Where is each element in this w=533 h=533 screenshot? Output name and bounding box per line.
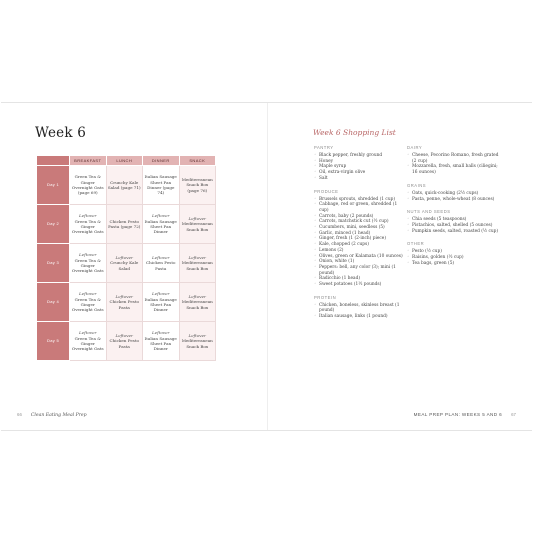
meal-text: Italian Sausage Sheet Pan Dinner (page 74) xyxy=(144,174,177,196)
list-item: ◦ Carrots, baby (2 pounds) xyxy=(314,214,406,220)
shopping-item-list xyxy=(314,153,406,182)
meal-text: Chicken Pesto Pasta xyxy=(146,260,176,271)
list-item: ◦ Carrots, matchstick cut (½ cup) xyxy=(314,219,406,225)
list-item: ◦ Pesto (½ cup) xyxy=(407,249,499,255)
header-dinner: DINNER xyxy=(143,156,180,166)
meal-text: Green Tea & Ginger Overnight Oats xyxy=(71,335,104,352)
meal-cell xyxy=(143,244,180,283)
meal-text: Italian Sausage Sheet Pan Dinner xyxy=(144,335,177,352)
day-label: Day 1 xyxy=(37,166,70,205)
header-breakfast: BREAKFAST xyxy=(70,156,107,166)
shopping-item-list xyxy=(314,197,406,288)
meal-cell xyxy=(106,244,143,283)
list-item: ◦ Peppers: bell, any color (3); mini (1 pound) xyxy=(314,265,406,276)
meal-text: Green Tea & Ginger Overnight Oats (page 69) xyxy=(71,174,104,196)
list-item: ◦ Mozzarella, fresh, small balls (ciliegini; 16 ounces) xyxy=(407,164,499,175)
list-item: ◦ Cabbage, red or green, shredded (1 cup) xyxy=(314,202,406,213)
meal-text: Italian Sausage Sheet Pan Dinner xyxy=(144,218,177,235)
list-item: ◦ Italian sausage, links (1 pound) xyxy=(314,314,406,320)
meal-text: Chicken Pesto Pasta xyxy=(109,299,139,310)
list-item: ◦ Maple syrup xyxy=(314,164,406,170)
shopping-column-2 xyxy=(407,145,499,266)
shopping-item-list xyxy=(407,249,499,266)
shopping-section-heading: PROTEIN xyxy=(314,294,337,300)
list-item: ◦ Brussels sprouts, shredded (1 cup) xyxy=(314,197,406,203)
header-snack: SNACK xyxy=(179,156,216,166)
leftover-label: Leftover xyxy=(152,330,170,336)
meal-text: Green Tea & Ginger Overnight Oats xyxy=(71,218,104,235)
meal-cell xyxy=(70,205,107,244)
section-title: MEAL PREP PLAN: WEEKS 5 AND 6 xyxy=(413,412,503,417)
right-page-number: 67 xyxy=(511,412,516,417)
day-label: Day 3 xyxy=(37,244,70,283)
day-label: Day 5 xyxy=(37,322,70,361)
leftover-label: Leftover xyxy=(115,254,133,260)
week-title: Week 6 xyxy=(35,125,87,141)
table-row xyxy=(37,166,216,205)
shopping-section-heading: OTHER xyxy=(407,241,425,247)
section-spacer xyxy=(407,202,499,209)
header-lunch: LUNCH xyxy=(106,156,143,166)
leftover-label: Leftover xyxy=(188,293,206,299)
list-item: ◦ Oil, extra-virgin olive xyxy=(314,170,406,176)
leftover-label: Leftover xyxy=(188,332,206,338)
list-item: ◦ Tea bags, green (5) xyxy=(407,261,499,267)
table-row xyxy=(37,322,216,361)
meal-cell xyxy=(70,322,107,361)
meal-text: Mediterranean Snack Box (page 76) xyxy=(181,176,213,193)
book-spread xyxy=(1,102,532,431)
leftover-label: Leftover xyxy=(115,332,133,338)
meal-cell xyxy=(143,283,180,322)
table-header-row xyxy=(37,156,216,166)
meal-cell xyxy=(106,322,143,361)
meal-text: Mediterranean Snack Box xyxy=(181,221,213,232)
leftover-label: Leftover xyxy=(188,215,206,221)
meal-text: Green Tea & Ginger Overnight Oats xyxy=(71,257,104,274)
meal-cell xyxy=(143,166,180,205)
day-label: Day 4 xyxy=(37,283,70,322)
left-page-number: 66 xyxy=(17,412,22,417)
list-item: ◦ Salt xyxy=(314,176,406,182)
shopping-list-title: Week 6 Shopping List xyxy=(313,128,396,137)
page-gutter xyxy=(267,103,268,430)
shopping-column-1 xyxy=(314,145,406,320)
shopping-item-list xyxy=(314,303,406,320)
table-row xyxy=(37,205,216,244)
book-title: Clean Eating Meal Prep xyxy=(30,413,87,418)
leftover-label: Leftover xyxy=(79,291,97,297)
meal-cell xyxy=(143,322,180,361)
leftover-label: Leftover xyxy=(79,330,97,336)
list-item: ◦ Oats, quick-cooking (2½ cups) xyxy=(407,191,499,197)
list-item: ◦ Chia seeds (5 teaspoons) xyxy=(407,217,499,223)
leftover-label: Leftover xyxy=(79,252,97,258)
meal-cell xyxy=(143,205,180,244)
meal-cell xyxy=(106,283,143,322)
list-item: ◦ Sweet potatoes (1½ pounds) xyxy=(314,282,406,288)
list-item: ◦ Honey xyxy=(314,159,406,165)
list-item: ◦ Olives, green or Kalamata (10 ounces) xyxy=(314,254,406,260)
left-footer xyxy=(17,412,87,418)
leftover-label: Leftover xyxy=(79,213,97,219)
meal-text: Chicken Pesto Pasta xyxy=(109,338,139,349)
leftover-label: Leftover xyxy=(152,213,170,219)
shopping-section-heading: PRODUCE xyxy=(314,188,339,194)
right-footer xyxy=(414,412,516,418)
list-item: ◦ Chicken, boneless, skinless breast (1 pound) xyxy=(314,303,406,314)
list-item: ◦ Pistachios, salted, shelled (5 ounces) xyxy=(407,223,499,229)
shopping-item-list xyxy=(407,153,499,176)
meal-text: Green Tea & Ginger Overnight Oats xyxy=(71,296,104,313)
shopping-section-heading: DAIRY xyxy=(407,145,423,150)
meal-text: Italian Sausage Sheet Pan Dinner xyxy=(144,296,177,313)
meal-cell xyxy=(70,166,107,205)
list-item: ◦ Radicchio (1 head) xyxy=(314,276,406,282)
section-spacer xyxy=(407,176,499,183)
meal-text: Chicken Pesto Pasta (page 72) xyxy=(108,218,141,229)
shopping-section-heading: PANTRY xyxy=(314,145,334,150)
section-spacer xyxy=(407,234,499,241)
leftover-label: Leftover xyxy=(188,254,206,260)
meal-text: Mediterranean Snack Box xyxy=(181,299,213,310)
meal-cell xyxy=(179,322,216,361)
section-spacer xyxy=(314,182,406,189)
shopping-item-list xyxy=(407,191,499,202)
leftover-label: Leftover xyxy=(152,254,170,260)
meal-text: Crunchy Kale Salad xyxy=(110,260,139,271)
meal-cell xyxy=(106,166,143,205)
list-item: ◦ Onion, white (1) xyxy=(314,259,406,265)
meal-plan-table xyxy=(36,155,216,361)
meal-text: Mediterranean Snack Box xyxy=(181,338,213,349)
meal-cell xyxy=(179,166,216,205)
list-item: ◦ Garlic, minced (1 head) xyxy=(314,231,406,237)
meal-text: Crunchy Kale Salad (page 71) xyxy=(107,179,141,190)
list-item: ◦ Pumpkin seeds, salted, roasted (½ cup) xyxy=(407,229,499,235)
meal-cell xyxy=(179,283,216,322)
meal-cell xyxy=(70,283,107,322)
list-item: ◦ Lemons (2) xyxy=(314,248,406,254)
shopping-section-heading: GRAINS xyxy=(407,182,427,188)
meal-cell xyxy=(179,205,216,244)
header-corner xyxy=(37,156,70,166)
table-row xyxy=(37,244,216,283)
list-item: ◦ Cucumbers, mini, seedless (5) xyxy=(314,225,406,231)
day-label: Day 2 xyxy=(37,205,70,244)
list-item: ◦ Kale, chopped (2 cups) xyxy=(314,242,406,248)
leftover-label: Leftover xyxy=(115,293,133,299)
table-row xyxy=(37,283,216,322)
meal-cell xyxy=(179,244,216,283)
list-item: ◦ Cheese, Pecorino Romano, fresh grated (2 cup) xyxy=(407,153,499,164)
shopping-section-heading: NUTS AND SEEDS xyxy=(407,209,451,215)
meal-cell xyxy=(106,205,143,244)
leftover-label: Leftover xyxy=(152,291,170,297)
list-item: ◦ Ginger, fresh (1 (2-inch) piece) xyxy=(314,236,406,242)
section-spacer xyxy=(314,288,406,295)
list-item: ◦ Pasta, penne, whole-wheat (8 ounces) xyxy=(407,197,499,203)
meal-text: Mediterranean Snack Box xyxy=(181,260,213,271)
list-item: ◦ Black pepper, freshly ground xyxy=(314,153,406,159)
list-item: ◦ Raisins, golden (½ cup) xyxy=(407,255,499,261)
meal-cell xyxy=(70,244,107,283)
shopping-item-list xyxy=(407,217,499,234)
